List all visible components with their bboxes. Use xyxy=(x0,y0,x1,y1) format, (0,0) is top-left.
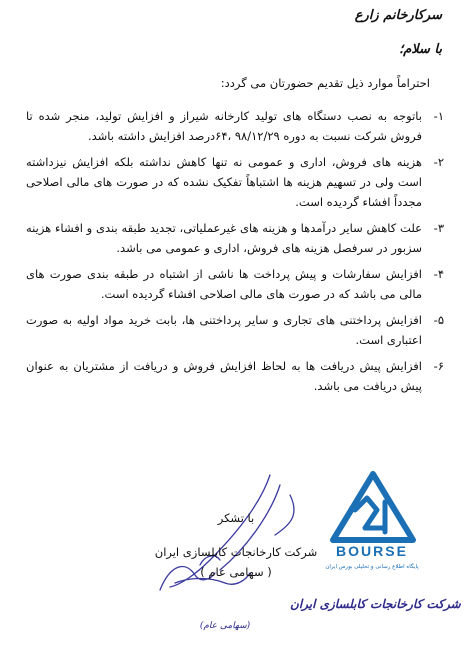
list-item xyxy=(26,218,444,258)
items-list xyxy=(26,106,444,402)
svg-text:شرکت کارخانجات کابلسازی ایران: شرکت کارخانجات کابلسازی ایران xyxy=(290,597,461,611)
logo-mark-icon xyxy=(333,474,413,540)
closing-thanks: با تشکر xyxy=(217,511,255,525)
list-item xyxy=(26,264,444,304)
item-number: ۵- xyxy=(433,313,444,327)
item-number: ۳- xyxy=(433,221,444,235)
item-text: علت کاهش سایر درآمدها و هزینه های غیرعملیاتی، تجدید طبقه بندی و افشاء هزینه سزبور در سرفصل هزینه های فروش، اداری و عمومی می باشد. xyxy=(26,221,422,255)
item-text: هزینه های فروش، اداری و عمومی نه تنها کاهش نداشته بلکه افزایش نیزداشته است ولی در تسهیم هزینه ها اشتباهاً تفکیک نشده که در صورت های مالی اصلاحی مجدداً افشاء گردیده است. xyxy=(26,155,422,209)
item-text: افزایش پرداختنی های تجاری و سایر پرداختنی ها، بابت خرید مواد اولیه به صورت اعتباری است. xyxy=(26,313,422,347)
item-number: ۲- xyxy=(433,155,444,169)
company-type: ( سهامی عام ) xyxy=(200,565,272,579)
svg-text:(سهامی عام): (سهامی عام) xyxy=(199,621,251,631)
list-item xyxy=(26,106,444,146)
list-item xyxy=(26,356,444,396)
intro-text: احتراماً موارد ذیل تقدیم حضورتان می گردد: xyxy=(220,76,430,90)
recipient-name: سرکارخانم زارع xyxy=(354,8,442,23)
list-item xyxy=(26,152,444,212)
item-number: ۴- xyxy=(433,267,444,281)
item-number: ۶- xyxy=(433,359,444,373)
item-text: افزایش پیش دریافت ها به لحاظ افزایش فروش و دریافت از مشتریان به عنوان پیش دریافت می باشد. xyxy=(26,359,422,393)
item-text: باتوجه به نصب دستگاه های تولید کارخانه شیراز و افزایش تولید، منجر شده تا فروش شرکت نسبت به دوره ۹۸/۱۲/۲۹ ،۶۴درصد افزایش داشته باشد. xyxy=(26,109,422,143)
svg-text:پایگاه اطلاع رسانی و تحلیلی بو: پایگاه اطلاع رسانی و تحلیلی بورس ایران xyxy=(325,564,419,570)
svg-text:BOURSE: BOURSE xyxy=(336,543,408,559)
item-number: ۱- xyxy=(433,109,444,123)
greeting: با سلام؛ xyxy=(399,42,442,57)
company-name: شرکت کارخانجات کابلسازی ایران xyxy=(154,545,318,559)
bourse-logo xyxy=(305,470,440,575)
item-text: افزایش سفارشات و پیش پرداخت ها ناشی از اشتباه در طبقه بندی صورت های مالی می باشد که در صورت های مالی اصلاحی افشاء گردیده است. xyxy=(26,267,422,301)
list-item xyxy=(26,310,444,350)
company-stamp xyxy=(165,588,461,638)
